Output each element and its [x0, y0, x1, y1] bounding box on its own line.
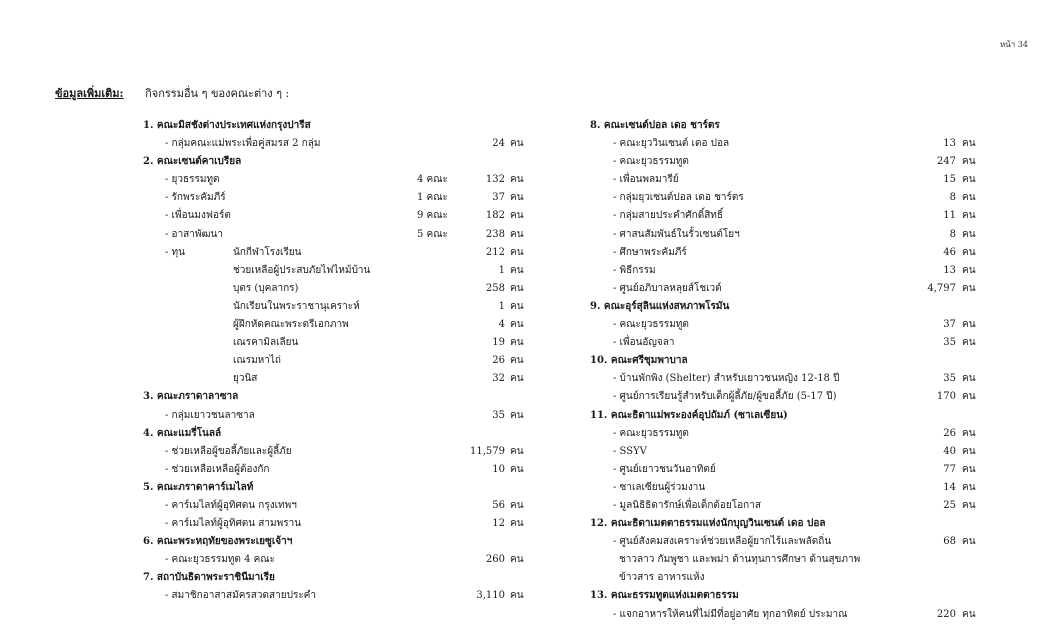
item-label: - มูลนิธิธิดารักษ์เพื่อเด็กด้อยโอกาส: [613, 499, 761, 511]
item-count: 247: [936, 156, 956, 168]
item-count: 238: [485, 228, 505, 240]
list-item: [588, 226, 978, 244]
page-number: หน้า 34: [1000, 40, 1028, 49]
item-unit: คน: [510, 445, 524, 457]
item-unit: คน: [510, 319, 524, 331]
section-heading: [588, 117, 978, 135]
intro-text: กิจกรรมอื่น ๆ ของคณะต่าง ๆ :: [145, 87, 290, 100]
item-count: 40: [943, 445, 956, 457]
item-count: 11,579: [470, 445, 505, 457]
list-item: [140, 407, 530, 425]
item-unit: คน: [962, 156, 976, 168]
item-label: นักเรียนในพระราชานุเคราะห์: [233, 300, 360, 312]
list-item: [140, 587, 530, 605]
section-heading: [140, 425, 530, 443]
item-label: - เพื่อนพลมารีย์: [613, 174, 679, 186]
section-title: 7. สถาบันธิดาพระราชินีมาเรีย: [143, 572, 275, 584]
list-item: [140, 515, 530, 533]
item-group-count: 4 คณะ: [417, 174, 448, 186]
item-label: - เพื่อนมงฟอร์ต: [165, 210, 231, 222]
list-item: [588, 370, 978, 388]
section-title: 10. คณะศรีชุมพาบาล: [590, 355, 688, 367]
item-label: - ยุวธรรมทูต: [165, 174, 220, 186]
section-title: 11. คณะธิดาแม่พระองค์อุปถัมภ์ (ซาเลเซียน): [590, 409, 788, 421]
item-count: 182: [485, 210, 505, 222]
item-group-count: 5 คณะ: [417, 228, 448, 240]
item-label: - คณะยุววินเซนต์ เดอ ปอล: [613, 138, 730, 150]
item-unit: คน: [510, 373, 524, 385]
item-count: 14: [943, 481, 956, 493]
item-label: - คณะยุวธรรมทูต: [613, 156, 689, 168]
list-item: [588, 135, 978, 153]
item-label: - ศูนย์อภิบาลหลุยส์โชเวต์: [613, 282, 722, 294]
item-unit: คน: [510, 246, 524, 258]
item-count: 26: [492, 355, 505, 367]
item-unit: คน: [962, 481, 976, 493]
item-unit: คน: [962, 319, 976, 331]
item-unit: คน: [962, 228, 976, 240]
item-unit: คน: [510, 138, 524, 150]
item-unit: คน: [510, 590, 524, 602]
list-item: [588, 189, 978, 207]
list-item-continuation: [588, 551, 978, 569]
item-label: - ช่วยเหลือผู้ขอลี้ภัยและผู้ลี้ภัย: [165, 445, 292, 457]
list-item: [588, 171, 978, 189]
list-item: [588, 497, 978, 515]
list-item: [140, 171, 530, 189]
item-label: - ศูนย์เยาวชนวันอาทิตย์: [613, 463, 716, 475]
section-heading: [140, 479, 530, 497]
item-label: - พิธีกรรม: [613, 264, 656, 276]
section-title: 1. คณะมิสชังต่างประเทศแห่งกรุงปารีส: [143, 120, 311, 131]
list-item: [140, 497, 530, 515]
item-count: 3,110: [476, 590, 505, 602]
item-label: - ศูนย์การเรียนรู้สำหรับเด็กผู้ลี้ภัย/ผู้ขอลี้ภัย (5-17 ปี): [613, 391, 837, 403]
item-label: - ศาสนสัมพันธ์ในรั้วเซนต์โยฯ: [613, 228, 740, 240]
item-count: 32: [492, 373, 505, 385]
list-item: [140, 262, 530, 280]
section-heading: [140, 569, 530, 587]
list-item: [140, 461, 530, 479]
item-unit: คน: [510, 499, 524, 511]
section-heading: [588, 407, 978, 425]
section-title: 5. คณะภราดาคาร์เมไลท์: [143, 481, 254, 493]
section-heading: [588, 587, 978, 605]
item-unit: คน: [962, 536, 976, 548]
item-count: 25: [943, 499, 956, 511]
list-item: [588, 280, 978, 298]
item-label: - รักพระคัมภีร์: [165, 192, 226, 204]
item-unit: คน: [962, 463, 976, 475]
section-heading: [588, 515, 978, 533]
item-count: 35: [943, 373, 956, 385]
item-count: 26: [943, 427, 956, 439]
item-unit: คน: [962, 264, 976, 276]
list-item: [140, 551, 530, 569]
item-count: 1: [498, 264, 505, 276]
item-count: 35: [943, 337, 956, 349]
list-item: [140, 189, 530, 207]
item-count: 8: [949, 228, 956, 240]
item-unit: คน: [510, 337, 524, 349]
item-count: 19: [492, 337, 505, 349]
list-item: [588, 479, 978, 497]
intro-label: ข้อมูลเพิ่มเติม:: [55, 87, 124, 100]
section-title: 12. คณะธิดาเมตตาธรรมแห่งนักบุญวินเซนต์ เดอ ปอล: [590, 518, 826, 530]
item-unit: คน: [510, 554, 524, 566]
item-unit: คน: [510, 210, 524, 222]
item-label: - SSYV: [613, 445, 647, 457]
item-count: 46: [943, 246, 956, 258]
item-unit: คน: [962, 427, 976, 439]
item-unit: คน: [510, 463, 524, 475]
list-item: [588, 244, 978, 262]
list-item-continuation: [588, 569, 978, 587]
list-item: [588, 262, 978, 280]
item-unit: คน: [510, 300, 524, 312]
item-unit: คน: [962, 608, 976, 620]
item-label: - คาร์เมไลท์ผู้อุทิศตน กรุงเทพฯ: [165, 499, 297, 511]
item-label: ยุวนิส: [233, 373, 258, 385]
item-unit: คน: [510, 409, 524, 421]
list-item: [140, 244, 530, 262]
item-label: - เพื่อนอัญจลา: [613, 337, 675, 349]
item-count: 132: [485, 174, 505, 186]
item-unit: คน: [510, 282, 524, 294]
list-item: [140, 207, 530, 225]
item-label: - ศึกษาพระคัมภีร์: [613, 246, 687, 258]
section-heading: [140, 388, 530, 406]
item-count: 4: [498, 319, 505, 331]
section-title: 2. คณะเซนต์คาเบรียล: [143, 156, 242, 168]
item-label: เณรมหาไถ่: [233, 355, 281, 367]
item-unit: คน: [962, 337, 976, 349]
list-item: [588, 153, 978, 171]
item-unit: คน: [962, 282, 976, 294]
item-count: 220: [936, 608, 956, 620]
list-item: [140, 334, 530, 352]
item-count: 13: [943, 264, 956, 276]
list-item: [140, 443, 530, 461]
item-count: 37: [492, 192, 505, 204]
section-title: 8. คณะเซนต์ปอล เดอ ชาร์ตร: [590, 120, 720, 131]
item-label: ชาวลาว กัมพูชา และพม่า ด้านทุนการศึกษา ด้านสุขภาพ: [619, 554, 861, 566]
list-item: [140, 370, 530, 388]
section-heading: [588, 352, 978, 370]
item-unit: คน: [962, 246, 976, 258]
item-unit: คน: [962, 192, 976, 204]
item-count: 10: [492, 463, 505, 475]
list-item: [588, 606, 978, 624]
item-group-count: 1 คณะ: [417, 192, 448, 204]
item-label: - บ้านพักพิง (Shelter) สำหรับเยาวชนหญิง 12-18 ปี: [613, 373, 840, 385]
item-label: - กลุ่มเยาวชนลาซาล: [165, 409, 255, 421]
item-label: เณรคามิลเลียน: [233, 337, 299, 349]
item-count: 170: [936, 391, 956, 403]
item-label: นักกีฬาโรงเรียน: [233, 246, 302, 258]
item-count: 258: [485, 282, 505, 294]
item-label: - อาสาพัฒนา: [165, 228, 223, 240]
item-count: 212: [485, 246, 505, 258]
list-item: [140, 280, 530, 298]
item-count: 24: [492, 138, 505, 150]
item-count: 68: [943, 536, 956, 548]
intro-line: [55, 84, 289, 102]
item-label: บุตร (บุคลากร): [233, 282, 299, 294]
item-label: ข้าวสาร อาหารแห้ง: [619, 572, 705, 584]
item-label: - คณะยุวธรรมทูต 4 คณะ: [165, 554, 275, 566]
section-title: 3. คณะภราดาลาซาล: [143, 391, 239, 403]
item-label: - กลุ่มยุวเซนต์ปอล เดอ ชาร์ตร: [613, 192, 744, 204]
left-column: [140, 117, 530, 606]
item-unit: คน: [962, 445, 976, 457]
section-title: 13. คณะธรรมทูตแห่งเมตตาธรรม: [590, 590, 739, 602]
item-label: - ศูนย์สังคมสงเคราะห์ช่วยเหลือผู้ยากไร้และพลัดถิ่น: [613, 536, 832, 548]
item-label: ผู้ฝึกหัดคณะพระตรีเอกภาพ: [233, 319, 349, 331]
item-label: - กลุ่มสายประคำศักดิ์สิทธิ์: [613, 210, 723, 222]
item-unit: คน: [510, 228, 524, 240]
section-heading: [140, 117, 530, 135]
item-unit: คน: [510, 518, 524, 530]
section-heading: [140, 153, 530, 171]
item-count: 13: [943, 138, 956, 150]
section-title: 4. คณะแมรี่โนลล์: [143, 427, 222, 439]
item-unit: คน: [962, 391, 976, 403]
item-label: ช่วยเหลือผู้ประสบภัยไฟไหม้บ้าน: [233, 264, 371, 276]
item-label: - คณะยุวธรรมทูต: [613, 319, 689, 331]
list-item: [588, 425, 978, 443]
item-count: 8: [949, 192, 956, 204]
item-label: - ซาเลเซียนผู้ร่วมงาน: [613, 481, 706, 493]
list-item: [588, 388, 978, 406]
item-label: - สมาชิกอาสาสมัครสวดสายประคำ: [165, 590, 316, 602]
item-unit: คน: [510, 192, 524, 204]
item-unit: คน: [510, 264, 524, 276]
item-count: 4,797: [927, 282, 956, 294]
item-count: 56: [492, 499, 505, 511]
right-column: [588, 117, 978, 624]
list-item: [140, 298, 530, 316]
item-unit: คน: [962, 210, 976, 222]
item-unit: คน: [962, 174, 976, 186]
list-item: [140, 226, 530, 244]
list-item: [588, 443, 978, 461]
item-label: - ช่วยเหลือเหลือผู้ต้องกัก: [165, 463, 270, 475]
item-count: 11: [943, 210, 956, 222]
item-unit: คน: [962, 499, 976, 511]
section-heading: [588, 298, 978, 316]
item-unit: คน: [962, 138, 976, 150]
item-count: 15: [943, 174, 956, 186]
item-label: - แจกอาหารให้คนที่ไม่มีที่อยู่อาศัย ทุกอาทิตย์ ประมาณ: [613, 608, 848, 620]
item-label: - คณะยุวธรรมทูต: [613, 427, 689, 439]
section-heading: [140, 533, 530, 551]
section-title: 6. คณะพระหฤทัยของพระเยซูเจ้าฯ: [143, 536, 293, 548]
item-unit: คน: [510, 174, 524, 186]
item-count: 35: [492, 409, 505, 421]
item-label: - คาร์เมไลท์ผู้อุทิศตน สามพราน: [165, 518, 302, 530]
item-group-count: 9 คณะ: [417, 210, 448, 222]
item-unit: คน: [962, 373, 976, 385]
item-count: 37: [943, 319, 956, 331]
list-item: [588, 334, 978, 352]
list-item: [588, 533, 978, 551]
item-count: 260: [485, 554, 505, 566]
list-item: [140, 352, 530, 370]
item-group-label: - ทุน: [165, 246, 185, 258]
item-count: 1: [498, 300, 505, 312]
section-title: 9. คณะอุร์สุลินแห่งสหภาพโรมัน: [590, 300, 730, 312]
item-label: - กลุ่มคณะแม่พระเพื่อคู่สมรส 2 กลุ่ม: [165, 138, 321, 150]
item-unit: คน: [510, 355, 524, 367]
item-count: 12: [492, 518, 505, 530]
list-item: [588, 461, 978, 479]
list-item: [588, 207, 978, 225]
list-item: [140, 135, 530, 153]
list-item: [588, 316, 978, 334]
list-item: [140, 316, 530, 334]
item-count: 77: [943, 463, 956, 475]
